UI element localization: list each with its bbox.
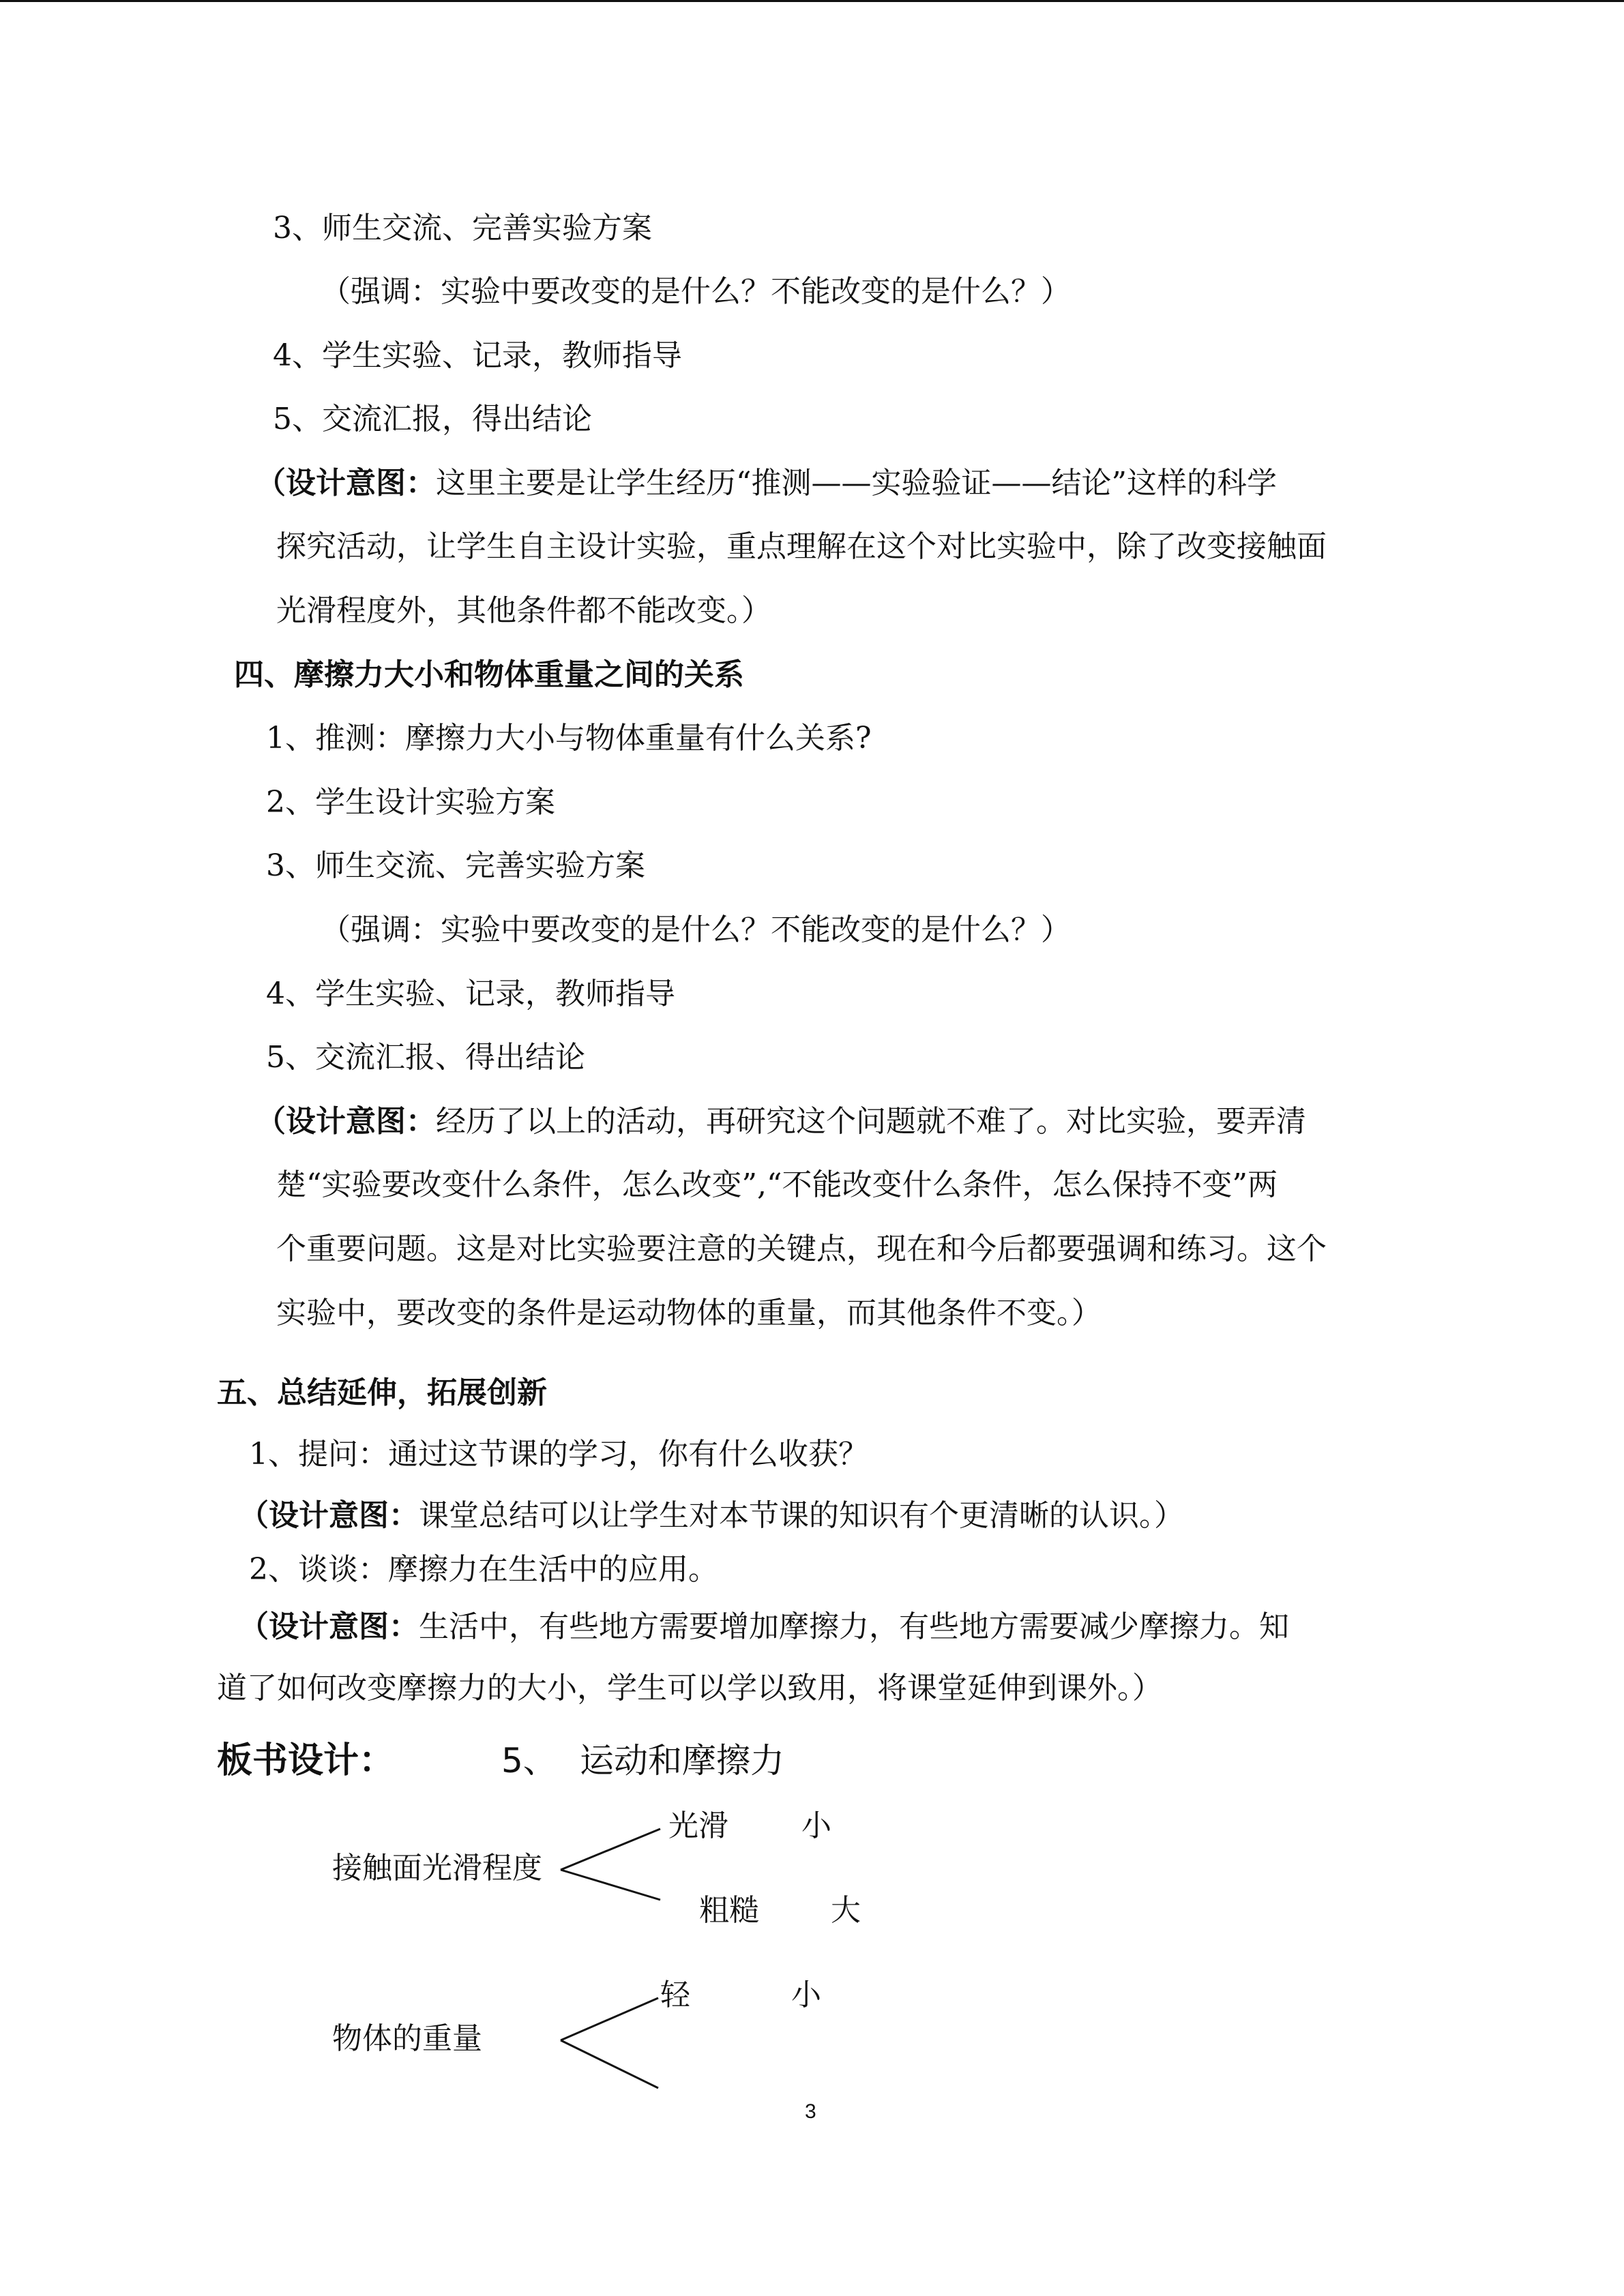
board-light-result: 小: [791, 1978, 821, 2012]
branch-line-rough: [561, 1870, 660, 1900]
design-intent-2-line-3: 个重要问题。这是对比实验要注意的关键点，现在和今后都要强调和练习。这个: [276, 1232, 1327, 1266]
board-rough-result: 大: [831, 1893, 861, 1928]
branch-line-heavy: [561, 2040, 658, 2088]
board-factor-weight: 物体的重量: [332, 2021, 482, 2056]
board-smooth-result: 小: [801, 1808, 831, 1843]
board-design-label: 板书设计：: [217, 1740, 395, 1781]
design-intent-label: （设计意图：: [239, 1498, 419, 1533]
design-intent-4-line-2: 道了如何改变摩擦力的大小，学生可以学以致用，将课堂延伸到课外。）: [217, 1671, 1162, 1705]
page-number: 3: [805, 2100, 816, 2123]
sec4-step-5: 5、交流汇报、得出结论: [266, 1040, 585, 1075]
step-3-text: 3、师生交流、完善实验方案: [273, 211, 652, 245]
design-intent-1-line-2: 探究活动，让学生自主设计实验，重点理解在这个对比实验中，除了改变接触面: [276, 529, 1327, 564]
sec5-step-2: 2、谈谈：摩擦力在生活中的应用。: [249, 1552, 718, 1587]
board-light-label: 轻: [660, 1978, 690, 2012]
design-intent-label: （设计意图：: [239, 1609, 419, 1644]
design-intent-label: （设计意图：: [256, 466, 436, 501]
branch-line-light: [561, 1998, 658, 2040]
sec4-step-1: 1、推测：摩擦力大小与物体重量有什么关系?: [266, 721, 872, 756]
board-factor-smoothness: 接触面光滑程度: [332, 1851, 542, 1885]
sec4-step-4: 4、学生实验、记录，教师指导: [266, 976, 675, 1011]
design-intent-1-line-3: 光滑程度外，其他条件都不能改变。）: [276, 593, 771, 628]
design-intent-text: 经历了以上的活动，再研究这个问题就不难了。对比实验，要弄清: [436, 1104, 1306, 1139]
sec4-step-3: 3、师生交流、完善实验方案: [266, 848, 645, 883]
board-lesson-number: 5、: [501, 1741, 557, 1780]
board-title: 运动和摩擦力: [580, 1741, 784, 1780]
design-intent-label: （设计意图：: [256, 1104, 436, 1139]
sec4-step-2: 2、学生设计实验方案: [266, 785, 555, 820]
section-4-heading: 四、摩擦力大小和物体重量之间的关系: [234, 657, 744, 692]
board-rough-label: 粗糙: [699, 1893, 759, 1928]
design-intent-text: 生活中，有些地方需要增加摩擦力，有些地方需要减少摩擦力。知: [419, 1609, 1289, 1644]
board-smooth-label: 光滑: [668, 1808, 728, 1843]
emphasis-note: （强调：实验中要改变的是什么？不能改变的是什么？）: [321, 274, 1071, 309]
branch-line-smooth: [561, 1829, 660, 1870]
sec4-emphasis-note: （强调：实验中要改变的是什么？不能改变的是什么？）: [321, 912, 1071, 947]
step-5-text: 5、交流汇报，得出结论: [273, 402, 592, 436]
design-intent-2-line-4: 实验中，要改变的条件是运动物体的重量，而其他条件不变。）: [276, 1296, 1102, 1330]
step-4-text: 4、学生实验、记录，教师指导: [273, 338, 682, 373]
sec5-step-1: 1、提问：通过这节课的学习，你有什么收获？: [249, 1437, 868, 1472]
section-5-heading: 五、总结延伸，拓展创新: [217, 1375, 547, 1410]
design-intent-text: 课堂总结可以让学生对本节课的知识有个更清晰的认识。）: [419, 1498, 1184, 1533]
design-intent-text: 这里主要是让学生经历“推测——实验验证——结论”这样的科学: [436, 466, 1277, 501]
design-intent-2-line-2: 楚“实验要改变什么条件，怎么改变”,“不能改变什么条件，怎么保持不变”两: [276, 1167, 1278, 1202]
